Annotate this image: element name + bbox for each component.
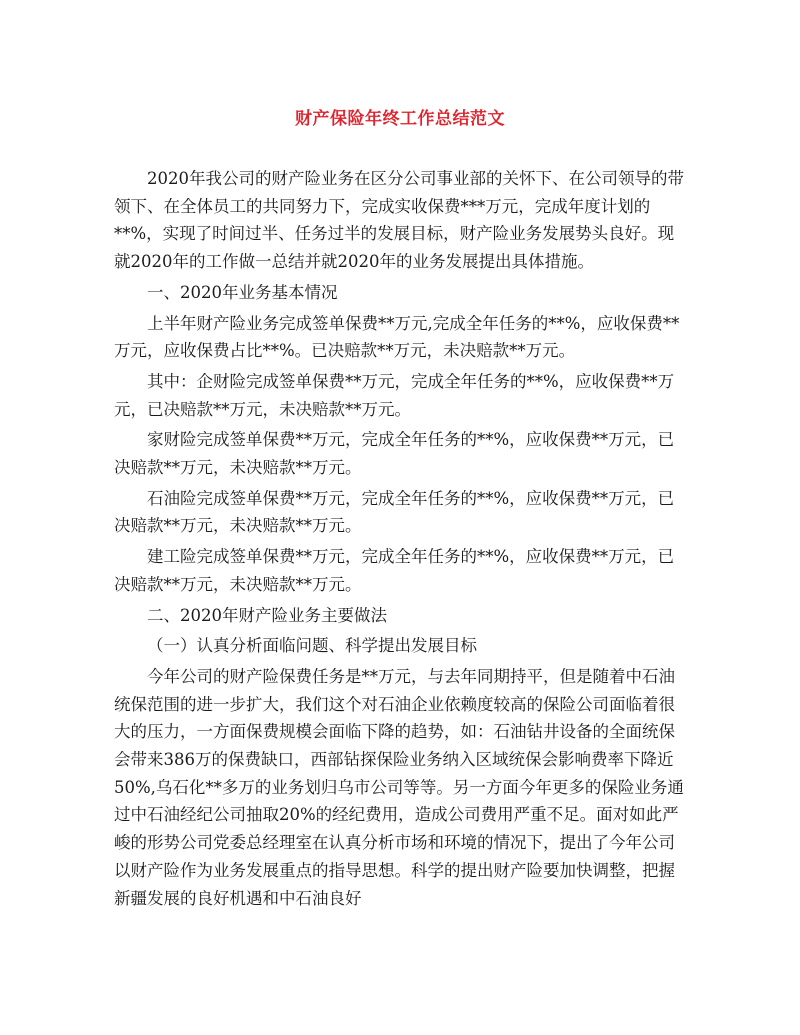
paragraph-analysis: 今年公司的财产险保费任务是**万元，与去年同期持平，但是随着中石油统保范围的进一步扩大，我们这个对石油企业依赖度较高的保险公司面临着很大的压力，一方面保费规模会面临下降的趋势，如：石油钻井设备的全面统保会带来386万的保费缺口，西部钻探保险业务纳入区域统保会影响费率下降近50%,乌石化**多万的业务划归乌市公司等等。另一方面今年更多的保险业务通过中石油经纪公司抽取20%的经纪费用，造成公司费用严重不足。面对如此严峻的形势公司党委总经理室在认真分析市场和环境的情况下，提出了今年公司以财产险作为业务发展重点的指导思想。科学的提出财产险要加快调整，把握新疆发展的良好机遇和中石油良好: [114, 666, 684, 908]
section-heading-1: 一、2020年业务基本情况: [147, 282, 338, 302]
section-heading-2: 二、2020年财产险业务主要做法: [147, 605, 387, 625]
document-title: 财产保险年终工作总结范文: [295, 109, 505, 129]
paragraph-summary: 上半年财产险业务完成签单保费**万元,完成全年任务的**%，应收保费**万元，应收保费占比**%。已决赔款**万元，未决赔款**万元。: [114, 313, 680, 361]
document-body: [114, 165, 686, 915]
paragraph-enterprise-property: 其中：企财险完成签单保费**万元，完成全年任务的**%，应收保费**万元，已决赔款**万元，未决赔款**万元。: [114, 371, 675, 419]
paragraph-intro: 2020年我公司的财产险业务在区分公司事业部的关怀下、在公司领导的带领下、在全体员工的共同努力下，完成实收保费***万元，完成年度计划的**%，实现了时间过半、任务过半的发展目标，财产险业务发展势头良好。现就2020年的工作做一总结并就2020年的业务发展提出具体措施。: [114, 169, 684, 272]
paragraph-oil-insurance: 石油险完成签单保费**万元，完成全年任务的**%，应收保费**万元，已决赔款**万元，未决赔款**万元。: [114, 488, 675, 536]
paragraph-household-property: 家财险完成签单保费**万元，完成全年任务的**%，应收保费**万元，已决赔款**万元，未决赔款**万元。: [114, 430, 675, 478]
paragraph-construction-insurance: 建工险完成签单保费**万元，完成全年任务的**%，应收保费**万元，已决赔款**万元，未决赔款**万元。: [114, 547, 675, 594]
subsection-heading-1: （一）认真分析面临问题、科学提出发展目标: [147, 636, 477, 656]
